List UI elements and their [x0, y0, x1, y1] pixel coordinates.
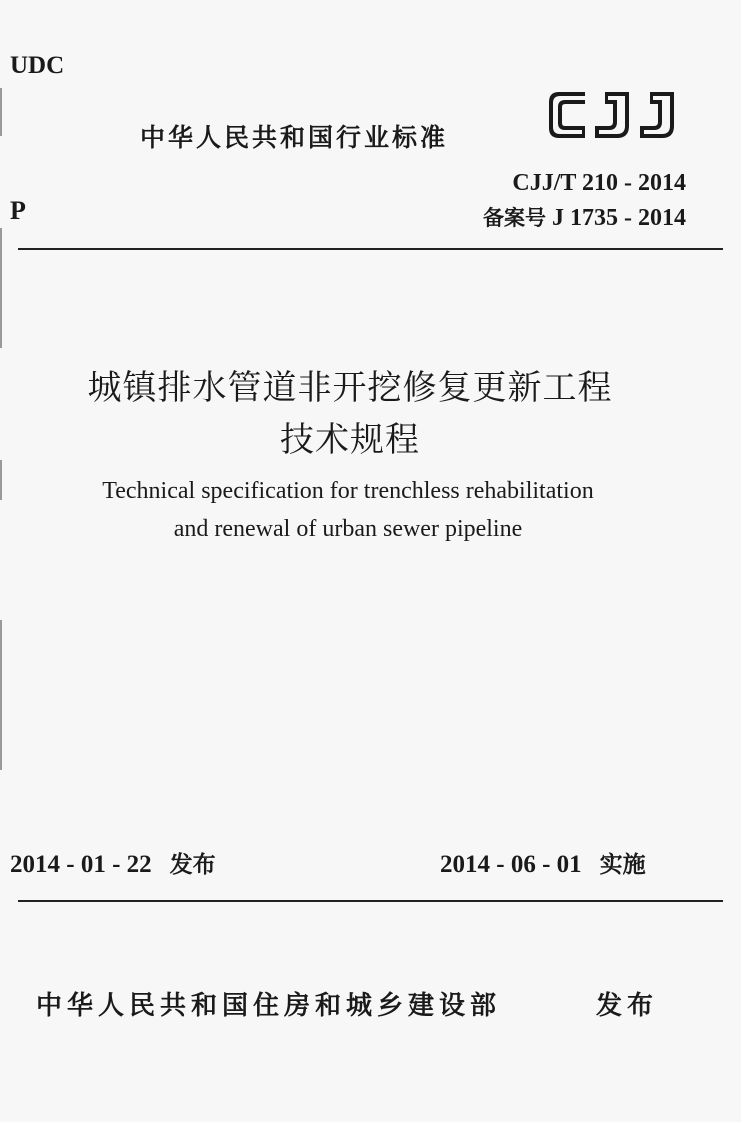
title-en-line1: Technical specification for trenchless rehabilitation [102, 478, 594, 504]
classification-code: P [10, 196, 26, 225]
title-cn-line1: 城镇排水管道非开挖修复更新工程 [87, 368, 613, 408]
scan-edge-mark [0, 228, 2, 348]
publisher-name: 中华人民共和国住房和城乡建设部 [36, 991, 502, 1021]
bottom-divider [18, 900, 723, 902]
filing-number-value: J 1735 - 2014 [552, 205, 686, 231]
title-cn-line2: 技术规程 [280, 420, 420, 460]
scan-edge-mark [0, 88, 2, 136]
cjj-logo [545, 86, 690, 144]
implementation-date-value: 2014 - 06 - 01 [440, 851, 582, 878]
standard-type-heading: 中华人民共和国行业标准 [140, 123, 449, 152]
udc-label: UDC [10, 52, 65, 79]
implementation-label: 实施 [599, 852, 646, 878]
implementation-date [440, 846, 646, 879]
filing-number [483, 202, 686, 232]
issue-date-value: 2014 - 01 - 22 [10, 851, 152, 878]
publisher-action: 发布 [596, 991, 659, 1021]
standard-code: CJJ/T 210 - 2014 [512, 170, 686, 196]
filing-label: 备案号 [483, 206, 546, 230]
issue-date [10, 846, 216, 879]
title-en-line2: and renewal of urban sewer pipeline [173, 516, 523, 542]
top-divider [18, 248, 723, 250]
issue-label: 发布 [169, 852, 216, 878]
scan-edge-mark [0, 620, 2, 770]
